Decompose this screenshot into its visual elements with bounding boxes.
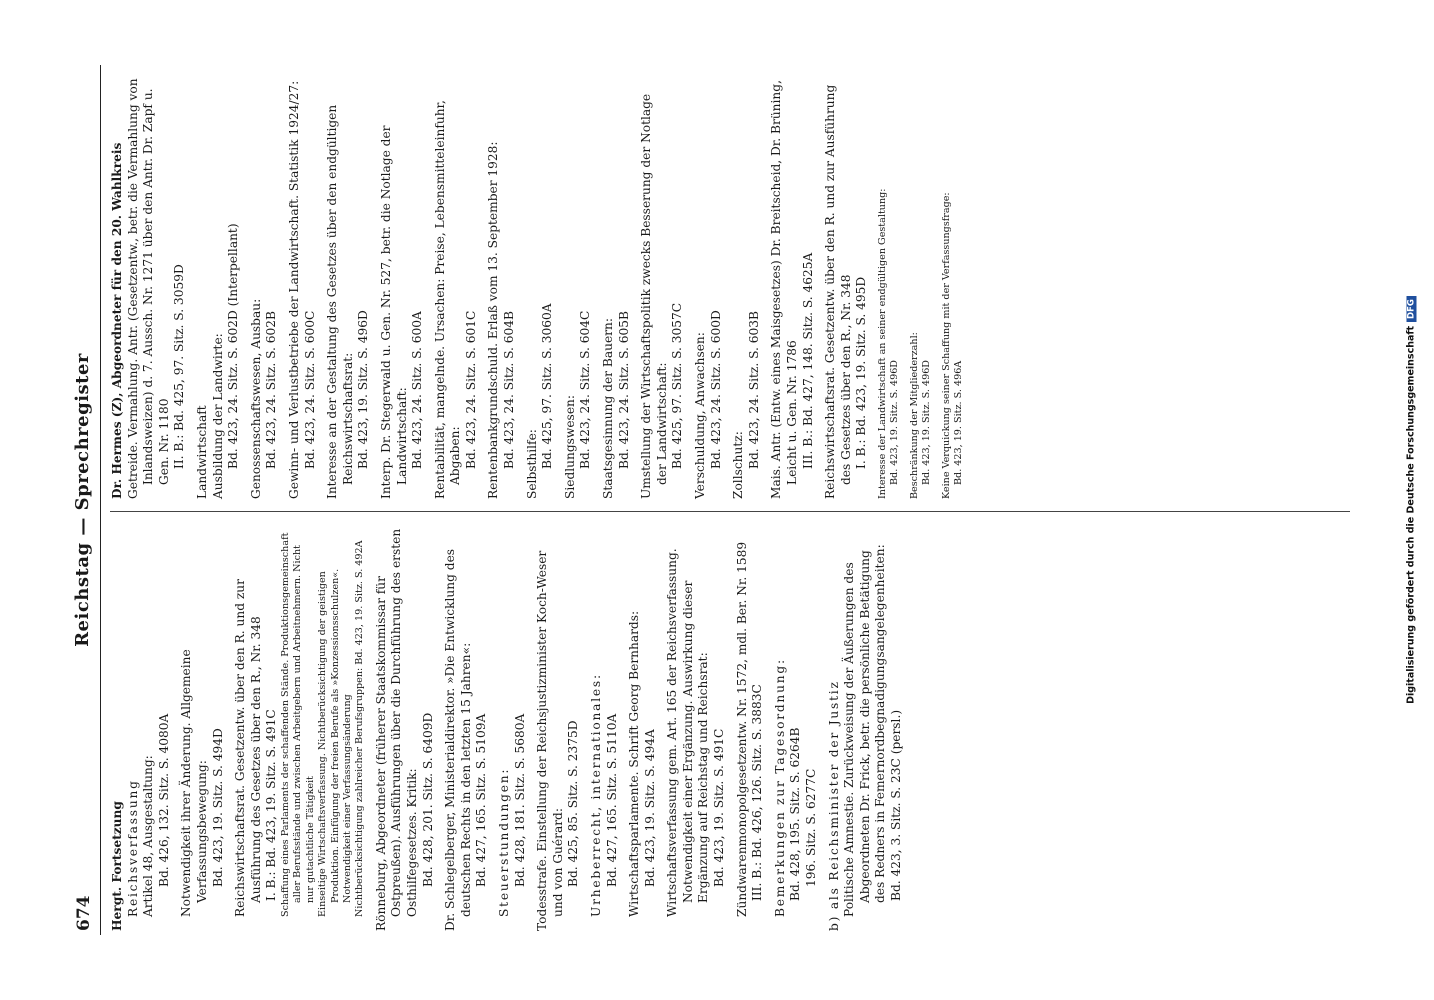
right-entry: Staatsgesinnung der Bauern:: [601, 318, 616, 499]
left-entry: Reichsverfassung: [125, 779, 140, 917]
right-entry: Selbsthilfe:: [524, 429, 539, 499]
right-entry: Bd. 423, 24. Sitz. S. 605B: [616, 311, 631, 469]
left-entry: Todesstrafe. Einstellung der Reichsjustizminister Koch-Weser und von Guérard:: [535, 550, 565, 931]
right-entry: Bd. 423, 24. Sitz. S. 604C: [578, 310, 593, 469]
page-header: [72, 65, 101, 935]
right-entry: Beschränkung der Mitgliederzahl:: [908, 332, 920, 499]
right-entry: [372, 74, 379, 499]
left-entry: [658, 526, 665, 931]
left-entry: Schaffung eines Parlaments der schaffenden Stände. Produktionsgemeinschaft aller Berufsstände und zwischen Arbeitgebern und Arbeitnehmern. Nicht nur gutachtliche Tätigkeit: [279, 532, 316, 917]
right-entry: [518, 74, 525, 499]
left-entry: [582, 526, 589, 931]
left-entry: [766, 526, 773, 931]
column-divider: [110, 511, 1350, 512]
left-entry: Rönneburg, Abgeordneter (früherer Staatskommissar für Ostpreußen). Ausführungen über die Durchführung des ersten Osthilfegesetzes. Kritik:: [373, 528, 419, 931]
left-entry: Bd. 423, 3. Sitz. S. 23C (persl.): [889, 709, 903, 901]
left-entry: b) als Reichsminister der Justiz: [826, 680, 841, 931]
left-entry: [367, 526, 374, 931]
right-entry: Zollschutz:: [731, 431, 746, 499]
dfg-logo: DFG: [1407, 296, 1417, 322]
left-entry: Bd. 427, 165. Sitz. S. 5110A: [604, 713, 619, 887]
page-number: 674: [74, 895, 94, 931]
left-entry: Politische Amnestie. Zurückweisung der Äußerungen des Abgeordneten Dr. Frick, betr. die persönliche Betätigung des Redners in Femernordbegnadigungsangelegenheiten:: [842, 544, 888, 917]
right-entry: Bd. 423, 24. Sitz. S. 604B: [502, 311, 517, 469]
right-entry: Bd. 425, 97. Sitz. S. 3057C: [670, 302, 685, 469]
right-entry: Landwirtschaft: [194, 405, 209, 499]
right-column: [110, 74, 965, 499]
right-entry: Ausbildung der Landwirte:: [210, 333, 225, 499]
left-entry: Bd. 425, 85. Sitz. S. 2375D: [566, 720, 581, 887]
right-entry: Bd. 423, 24. Sitz. S. 603B: [746, 311, 761, 469]
left-entry: Bd. 428, 201. Sitz. S. 6409D: [420, 712, 435, 887]
right-entry: Bd. 423, 19. Sitz. S. 496A: [952, 360, 964, 485]
right-entry: [870, 74, 877, 499]
left-entry: Einseitige Wirtschaftsverfassung. Nichtberücksichtigung der geistigen Produktion. Einfügung der freien Berufe als »Konzessionsschulzen«. Notwendigkeit einer Verfassungsänderung: [317, 568, 353, 917]
left-entry: Steuerstundungen:: [496, 767, 511, 917]
left-entry: Bemerkungen zur Tagesordnung:: [772, 658, 787, 917]
right-entry: Dr. Hermes (Z), Abgeordneter für den 20. Wahlkreis: [110, 142, 124, 499]
left-entry: Bd. 423, 19. Sitz. S. 494A: [642, 729, 657, 887]
right-entry: [280, 74, 287, 499]
left-entry: Dr. Schlegelberger, Ministerialdirektor. »Die Entwicklung des deutschen Rechts in den letzten 15 Jahren«:: [443, 548, 473, 931]
right-entry: [686, 74, 693, 499]
side-note-text: Digitalisierung gefördert durch die Deutsche Forschungsgemeinschaft: [1405, 325, 1417, 704]
left-entry: [226, 526, 233, 931]
right-entry: Bd. 423, 19. Sitz. S. 496D: [889, 360, 901, 485]
left-entry: Bd. 426, 132. Sitz. S. 4080A: [156, 713, 171, 887]
left-entry: Wirtschaftsverfassung gem. Art. 165 der Reichsverfassung. Notwendigkeit einer Ergänzung. Auswirkung dieser Ergänzung auf Reichstag und Reichsrat:: [665, 548, 711, 917]
right-entry: Rentabilität, mangelnde. Ursachen: Preise, Lebensmitteleinfuhr, Abgaben:: [432, 100, 463, 499]
right-entry: Interp. Dr. Stegerwald u. Gen. Nr. 527, betr. die Notlage der Landwirtschaft:: [378, 125, 409, 499]
right-entry: Getreide. Vermahlung. Antr. (Gesetzentw., betr. die Vermahlung von Inlandsweizen) d. 7. Aussch. Nr. 1271 über den Antr. Dr. Zapf u. Gen. Nr. 1180: [125, 78, 171, 499]
right-entry: Keine Verquickung seiner Schaffung mit der Verfassungsfrage:: [940, 192, 952, 499]
left-entry: Urheberrecht, internationales:: [588, 673, 603, 917]
page-title: Reichstag — Sprechregister: [72, 353, 93, 647]
right-entry: [632, 74, 639, 499]
left-entry: Wirtschaftsparlamente. Schrift Georg Bernhards:: [627, 610, 642, 917]
right-entry: Bd. 423, 24. Sitz. S. 600A: [410, 311, 425, 469]
right-entry: Genossenschaftswesen, Ausbau:: [248, 298, 263, 499]
right-entry: [816, 74, 823, 499]
left-entry: Zündwarenmonopolgesetzentw. Nr. 1572, mdl. Ber. Nr. 1589: [734, 541, 749, 917]
right-entry: Interesse der Landwirtschaft an seiner endgültigen Gestaltung:: [876, 188, 888, 499]
right-entry: [318, 74, 325, 499]
right-entry: Bd. 423, 24. Sitz. S. 600C: [302, 310, 317, 469]
right-entry: [594, 74, 601, 499]
right-entry: [934, 74, 941, 499]
right-entry: Bd. 423, 24. Sitz. S. 602D (Interpellant): [226, 223, 241, 469]
left-entry: I. B.: Bd. 423, 19. Sitz. S. 491C: [264, 709, 279, 901]
right-entry: [556, 74, 563, 499]
right-entry: Rentenbankgrundschuld. Erlaß vom 13. September 1928:: [486, 141, 501, 499]
left-entry: Nichtberücksichtigung zahlreicher Berufsgruppen: Bd. 423, 19. Sitz. S. 492A: [354, 540, 366, 917]
right-entry: Bd. 425, 97. Sitz. S. 3060A: [540, 303, 555, 469]
right-entry: Bd. 423, 24. Sitz. S. 600D: [708, 310, 723, 469]
left-entry: Artikel 48, Ausgestaltung:: [141, 755, 156, 917]
right-entry: Bd. 423, 19. Sitz. S. 496D: [356, 310, 371, 469]
side-note: [1406, 120, 1417, 880]
left-entry: [620, 526, 627, 931]
left-entry: [820, 526, 827, 931]
left-entry: [728, 526, 735, 931]
left-entry: [490, 526, 497, 931]
left-entry: Hergt. Fortsetzung: [110, 801, 124, 931]
right-entry: Interesse an der Gestaltung des Gesetzes über den endgültigen Reichswirtschaftsrat:: [325, 104, 355, 499]
right-entry: Bd. 423, 24. Sitz. S. 602B: [264, 311, 279, 469]
right-entry: Gewinn- und Verlustbetriebe der Landwirtschaft. Statistik 1924/27:: [286, 80, 301, 499]
left-entry: Bd. 423, 19. Sitz. S. 494D: [210, 728, 225, 887]
left-entry: [436, 526, 443, 931]
right-entry: Siedlungswesen:: [562, 395, 577, 499]
right-entry: Verschuldung, Anwachsen:: [693, 332, 707, 499]
right-entry: II. B.: Bd. 425, 97. Sitz. S. 3059D: [172, 264, 187, 469]
left-entry: [528, 526, 535, 931]
right-entry: Bd. 423, 19. Sitz. S. 496D: [921, 360, 933, 485]
right-entry: [902, 74, 909, 499]
right-entry: [242, 74, 249, 499]
right-entry: [426, 74, 433, 499]
left-column: [110, 526, 905, 931]
left-entry: Notwendigkeit ihrer Änderung. Allgemeine Verfassungsbewegung:: [179, 649, 209, 917]
right-entry: Mais. Antr. (Entw. eines Maisgesetzes) Dr. Breitscheid, Dr. Brüning, Leicht u. Gen. Nr. 1786: [769, 80, 799, 499]
right-entry: [479, 74, 486, 499]
left-entry: Bd. 428, 181. Sitz. S. 5680A: [512, 713, 527, 887]
left-entry: Bd. 423, 19. Sitz. S. 491C: [712, 728, 727, 887]
left-entry: Bd. 428, 195. Sitz. S. 6264B: [788, 727, 803, 901]
right-entry: [188, 74, 195, 499]
left-entry: III. B.: Bd. 426, 126. Sitz. S. 3883C: [750, 684, 765, 901]
right-entry: I. B.: Bd. 423, 19. Sitz. S. 495D: [854, 276, 869, 469]
document-page: [72, 65, 1362, 935]
right-entry: Reichswirtschaftsrat. Gesetzentw. über den R. und zur Ausführung des Gesetzes über den R., Nr. 348: [823, 84, 853, 499]
right-entry: [724, 74, 731, 499]
left-entry: Bd. 427, 165. Sitz. S. 5109A: [474, 713, 489, 887]
right-entry: Umstellung der Wirtschaftspolitik zwecks Besserung der Notlage der Landwirtschaft:: [639, 93, 669, 499]
right-entry: [762, 74, 769, 499]
right-entry: III. B.: Bd. 427, 148. Sitz. S. 4625A: [800, 252, 815, 469]
left-entry: Reichswirtschaftsrat. Gesetzentw. über den R. und zur Ausführung des Gesetzes über den R., Nr. 348: [233, 579, 263, 917]
right-entry: Bd. 423, 24. Sitz. S. 601C: [463, 310, 478, 469]
left-entry: 196. Sitz. S. 6277C: [804, 768, 819, 887]
